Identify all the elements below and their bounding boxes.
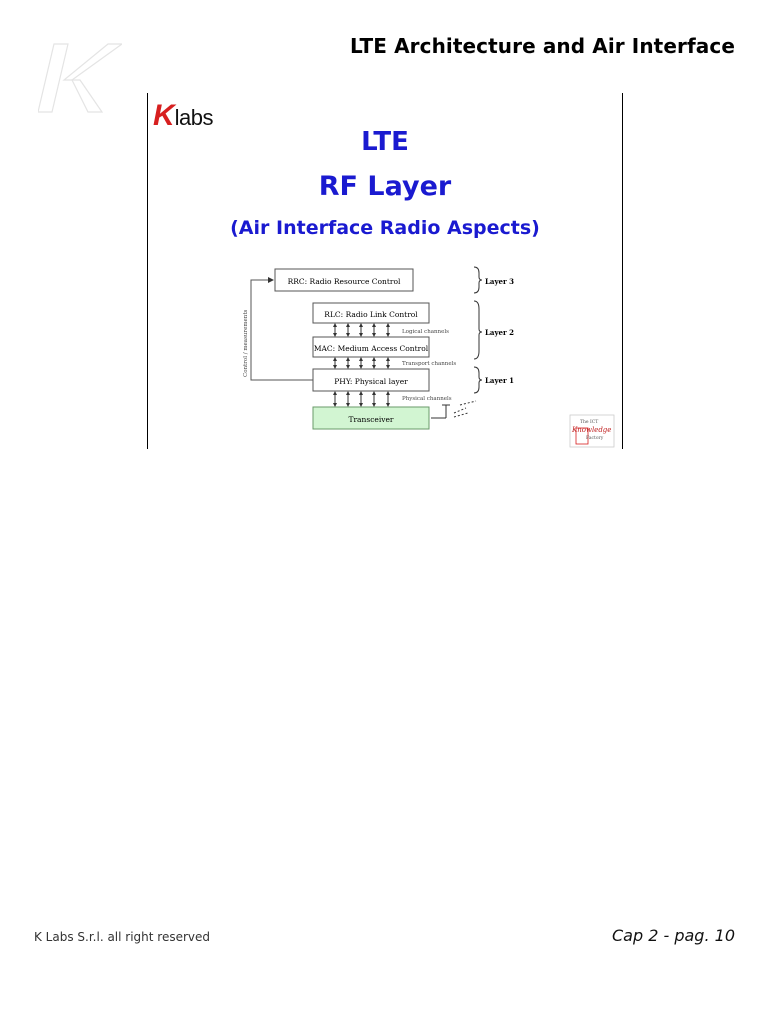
layer2-label: Layer 2 [485,328,514,337]
slide-image [147,93,623,449]
page-number-footer: Cap 2 - pag. 10 [612,926,735,945]
layer1-label: Layer 1 [485,376,514,385]
layer3-brace [474,267,482,293]
phy-label: PHY: Physical layer [334,377,408,386]
document-title: LTE Architecture and Air Interface [349,34,735,58]
layer2-brace [474,301,482,359]
physical-channels-label: Physical channels [402,396,452,402]
mac-label: MAC: Medium Access Control [313,344,429,353]
k-watermark-logo [38,40,122,116]
arrow-heads [333,323,390,407]
slide-title-line1: LTE [361,127,409,157]
protocol-stack-diagram [148,255,622,449]
antenna-icon [431,401,476,418]
badge-line1: The ICT [580,420,599,425]
slide-subtitle: (Air Interface Radio Aspects) [230,217,540,239]
logical-channels-label: Logical channels [402,329,449,335]
badge-line3: Factory [586,436,604,441]
layer3-label: Layer 3 [485,277,514,286]
knowledge-factory-badge [570,415,614,447]
control-measurements-label: Control / measurements [243,309,249,377]
control-loop-line [251,280,313,380]
transceiver-label: Transceiver [348,415,394,424]
rrc-label: RRC: Radio Resource Control [287,277,401,286]
copyright-footer: K Labs S.r.l. all right reserved [34,930,211,944]
slide-title-line2: RF Layer [318,171,452,202]
transport-channels-label: Transport channels [402,361,457,367]
logo-k: K [153,99,175,132]
rlc-label: RLC: Radio Link Control [324,310,418,319]
logo-labs: labs [174,105,214,130]
badge-line2: Knowledge [572,426,612,434]
layer1-brace [474,367,482,393]
